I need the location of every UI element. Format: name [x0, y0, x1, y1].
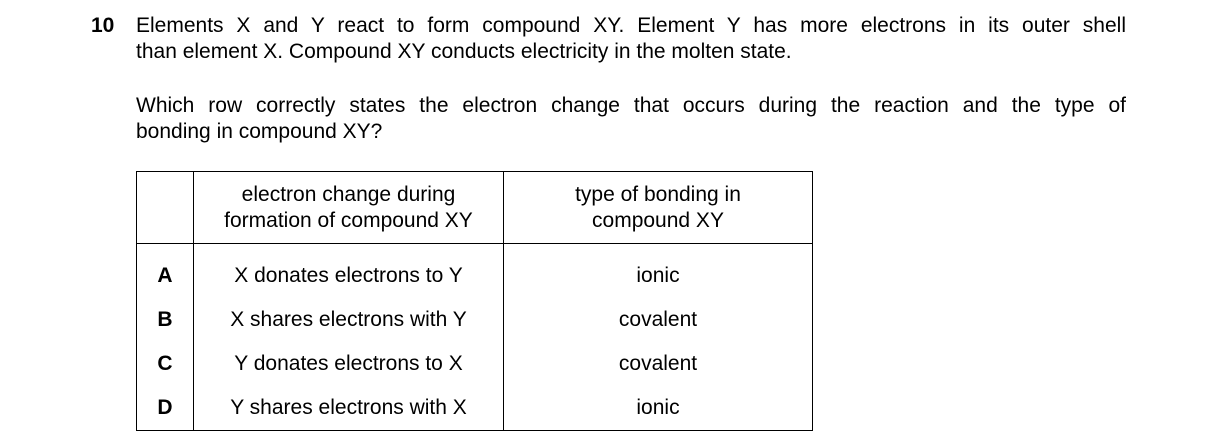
question-prompt-line: Which row correctly states the electron change that occurs during the reaction and the type of	[136, 94, 1126, 117]
header-electron-change	[194, 172, 504, 244]
question-prompt	[136, 93, 1126, 145]
option-bonding-type: covalent	[504, 342, 813, 386]
option-electron-change: Y shares electrons with X	[194, 386, 504, 431]
option-electron-change: X shares electrons with Y	[194, 298, 504, 342]
option-bonding-type: ionic	[504, 386, 813, 431]
header-bonding-type	[504, 172, 813, 244]
header-bonding-type-line: compound XY	[592, 208, 724, 232]
question-stem-line: Elements X and Y react to form compound XY. Element Y has more electrons in its outer shell	[136, 14, 1126, 37]
question-prompt-line: bonding in compound XY?	[136, 120, 383, 143]
table-header-row	[137, 172, 813, 244]
question-stem	[136, 13, 1126, 65]
option-electron-change: X donates electrons to Y	[194, 244, 504, 299]
question-stem-line: than element X. Compound XY conducts electricity in the molten state.	[136, 40, 792, 63]
header-electron-change-line: formation of compound XY	[224, 208, 473, 232]
option-letter: B	[137, 298, 194, 342]
table-row	[137, 298, 813, 342]
option-electron-change: Y donates electrons to X	[194, 342, 504, 386]
header-bonding-type-line: type of bonding in	[575, 182, 741, 206]
answer-options-table	[136, 171, 813, 431]
table-row	[137, 342, 813, 386]
table-row	[137, 244, 813, 299]
header-letter-cell	[137, 172, 194, 244]
option-letter: C	[137, 342, 194, 386]
option-bonding-type: ionic	[504, 244, 813, 299]
table-row	[137, 386, 813, 431]
option-letter: A	[137, 244, 194, 299]
question-number: 10	[91, 14, 115, 37]
header-electron-change-line: electron change during	[241, 182, 456, 206]
option-bonding-type: covalent	[504, 298, 813, 342]
option-letter: D	[137, 386, 194, 431]
